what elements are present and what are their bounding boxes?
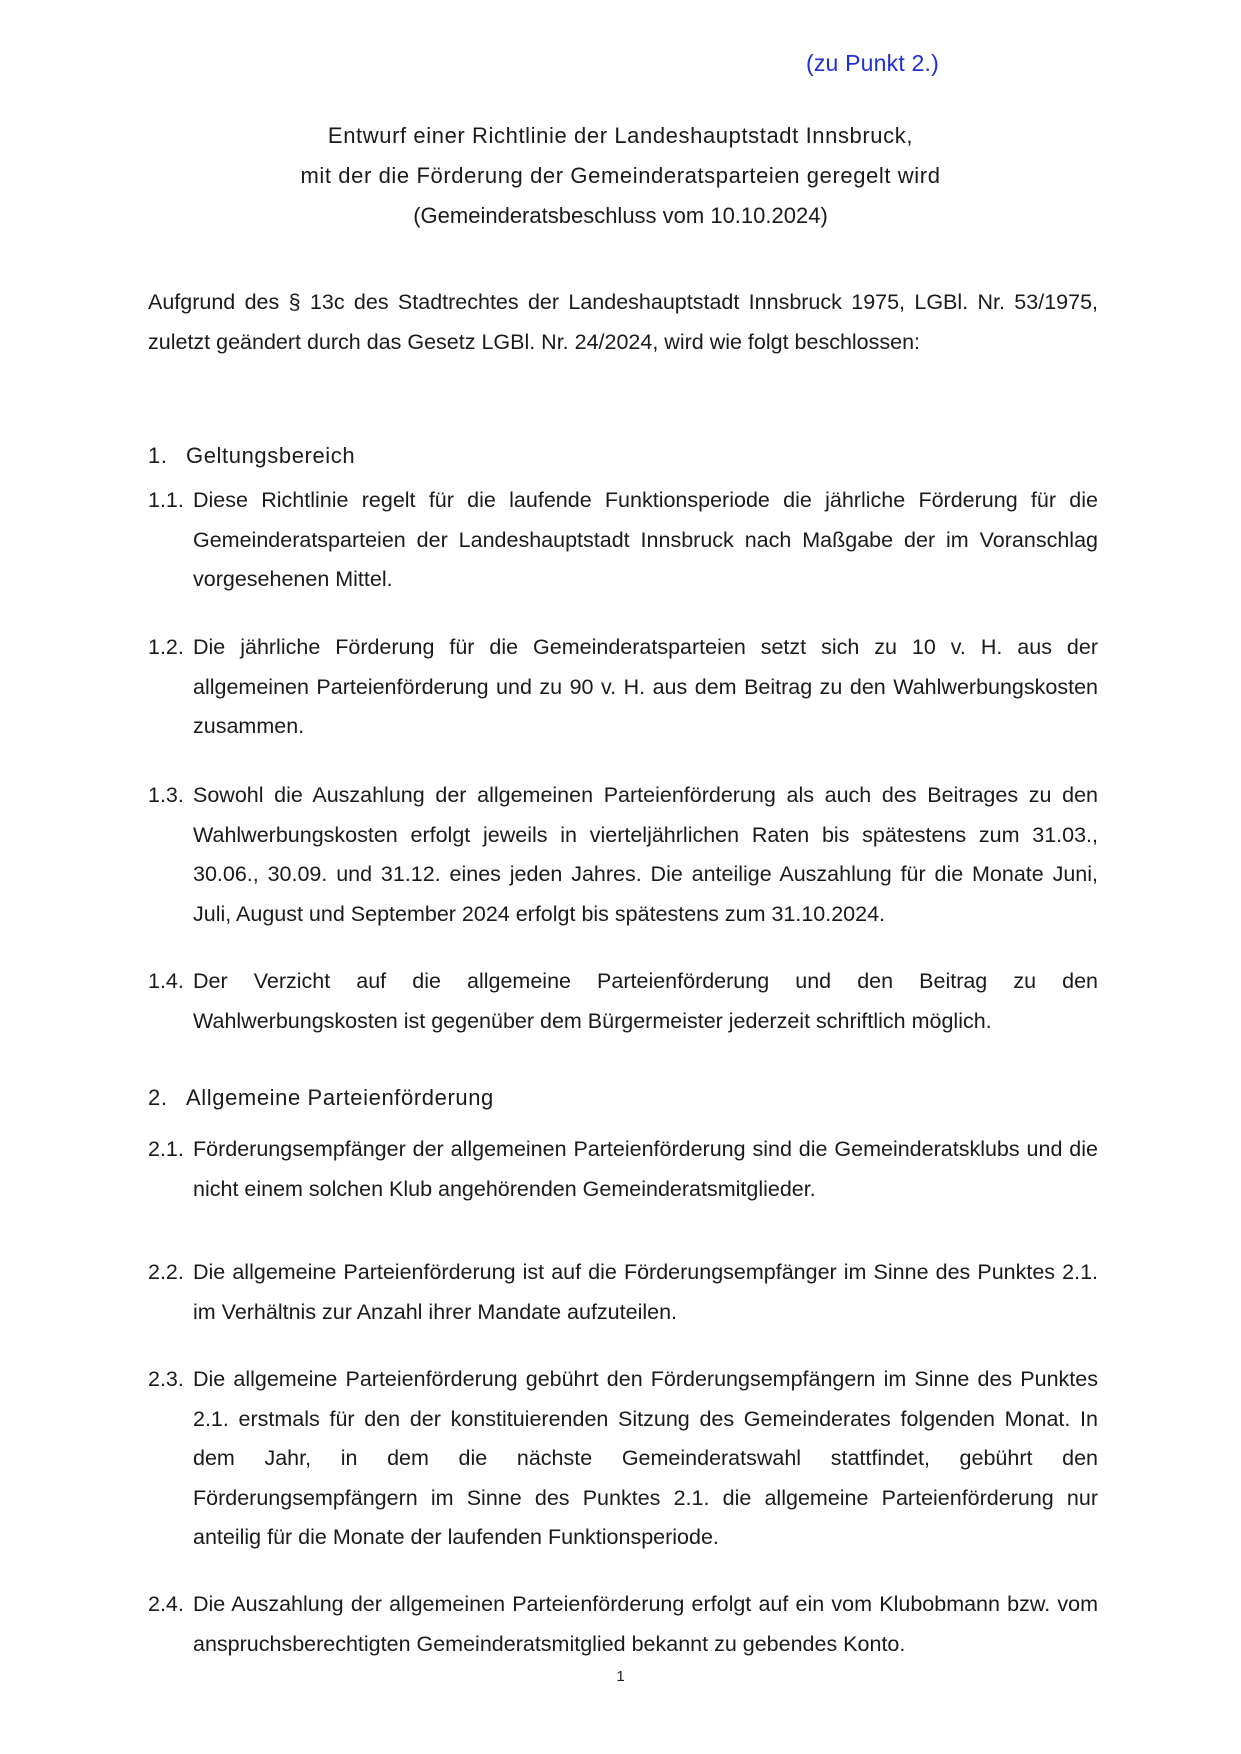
paragraph-text: Diese Richtlinie regelt für die laufende Funktionsperiode die jährliche Förderung für die Gemeinderatsparteien der Landeshauptstadt Innsbruck nach Maßgabe der im Voranschlag vorgesehenen Mittel. xyxy=(193,488,1098,591)
agenda-reference: (zu Punkt 2.) xyxy=(806,50,939,76)
section-number: 1. xyxy=(148,443,168,468)
section-number: 2. xyxy=(148,1085,168,1110)
paragraph-text: Der Verzicht auf die allgemeine Parteienförderung und den Beitrag zu den Wahlwerbungskosten ist gegenüber dem Bürgermeister jederzeit schriftlich möglich. xyxy=(193,969,1098,1033)
paragraph-number: 1.3. xyxy=(148,783,184,807)
title-line-2: mit der die Förderung der Gemeinderatsparteien geregelt wird xyxy=(300,163,941,188)
paragraph-2-3 xyxy=(148,1360,1098,1558)
paragraph-text: Förderungsempfänger der allgemeinen Parteienförderung sind die Gemeinderatsklubs und die nicht einem solchen Klub angehörenden Gemeinderatsmitglieder. xyxy=(193,1137,1098,1201)
title-line-3: (Gemeinderatsbeschluss vom 10.10.2024) xyxy=(413,203,828,228)
preamble: Aufgrund des § 13c des Stadtrechtes der Landeshauptstadt Innsbruck 1975, LGBl. Nr. 53/1975, zuletzt geändert durch das Gesetz LGBl. Nr. 24/2024, wird wie folgt beschlossen: xyxy=(148,290,1098,354)
paragraph-number: 2.4. xyxy=(148,1592,184,1616)
paragraph-number: 2.1. xyxy=(148,1137,184,1161)
section-title: Geltungsbereich xyxy=(186,443,356,468)
paragraph-2-4 xyxy=(148,1585,1098,1664)
paragraph-1-4 xyxy=(148,962,1098,1041)
paragraph-text: Die jährliche Förderung für die Gemeinderatsparteien setzt sich zu 10 v. H. aus der allgemeinen Parteienförderung und zu 90 v. H. aus dem Beitrag zu den Wahlwerbungskosten zusammen. xyxy=(193,635,1098,738)
paragraph-number: 1.4. xyxy=(148,969,184,993)
section-heading-1 xyxy=(148,443,355,469)
paragraph-2-2 xyxy=(148,1253,1098,1332)
paragraph-text: Die allgemeine Parteienförderung gebührt den Förderungsempfängern im Sinne des Punktes 2.1. erstmals für den der konstituierenden Sitzung des Gemeinderates folgenden Monat. In dem Jahr, in dem die nächste Gemeinderatswahl stattfindet, gebührt den Förderungsempfängern im Sinne des Punktes 2.1. die allgemeine Parteienförderung nur anteilig für die Monate der laufenden Funktionsperiode. xyxy=(193,1367,1098,1549)
page-number: 1 xyxy=(616,1668,625,1685)
section-title: Allgemeine Parteienförderung xyxy=(186,1085,494,1110)
paragraph-number: 2.3. xyxy=(148,1367,184,1391)
paragraph-2-1 xyxy=(148,1130,1098,1209)
title-line-1: Entwurf einer Richtlinie der Landeshauptstadt Innsbruck, xyxy=(327,123,914,148)
paragraph-number: 2.2. xyxy=(148,1260,184,1284)
paragraph-number: 1.1. xyxy=(148,488,184,512)
paragraph-text: Die Auszahlung der allgemeinen Parteienförderung erfolgt auf ein vom Klubobmann bzw. vom anspruchsberechtigten Gemeinderatsmitglied bekannt zu gebendes Konto. xyxy=(193,1592,1098,1656)
paragraph-1-2 xyxy=(148,628,1098,747)
section-heading-2 xyxy=(148,1085,494,1111)
paragraph-text: Die allgemeine Parteienförderung ist auf die Förderungsempfänger im Sinne des Punktes 2.1. im Verhältnis zur Anzahl ihrer Mandate aufzuteilen. xyxy=(193,1260,1098,1324)
paragraph-1-1 xyxy=(148,481,1098,600)
paragraph-1-3 xyxy=(148,776,1098,934)
paragraph-text: Sowohl die Auszahlung der allgemeinen Parteienförderung als auch des Beitrages zu den Wahlwerbungskosten erfolgt jeweils in vierteljährlichen Raten bis spätestens zum 31.03., 30.06., 30.09. und 31.12. eines jeden Jahres. Die anteilige Auszahlung für die Monate Juni, Juli, August und September 2024 erfolgt bis spätestens zum 31.10.2024. xyxy=(193,783,1098,926)
paragraph-number: 1.2. xyxy=(148,635,184,659)
document-title xyxy=(150,116,1091,236)
